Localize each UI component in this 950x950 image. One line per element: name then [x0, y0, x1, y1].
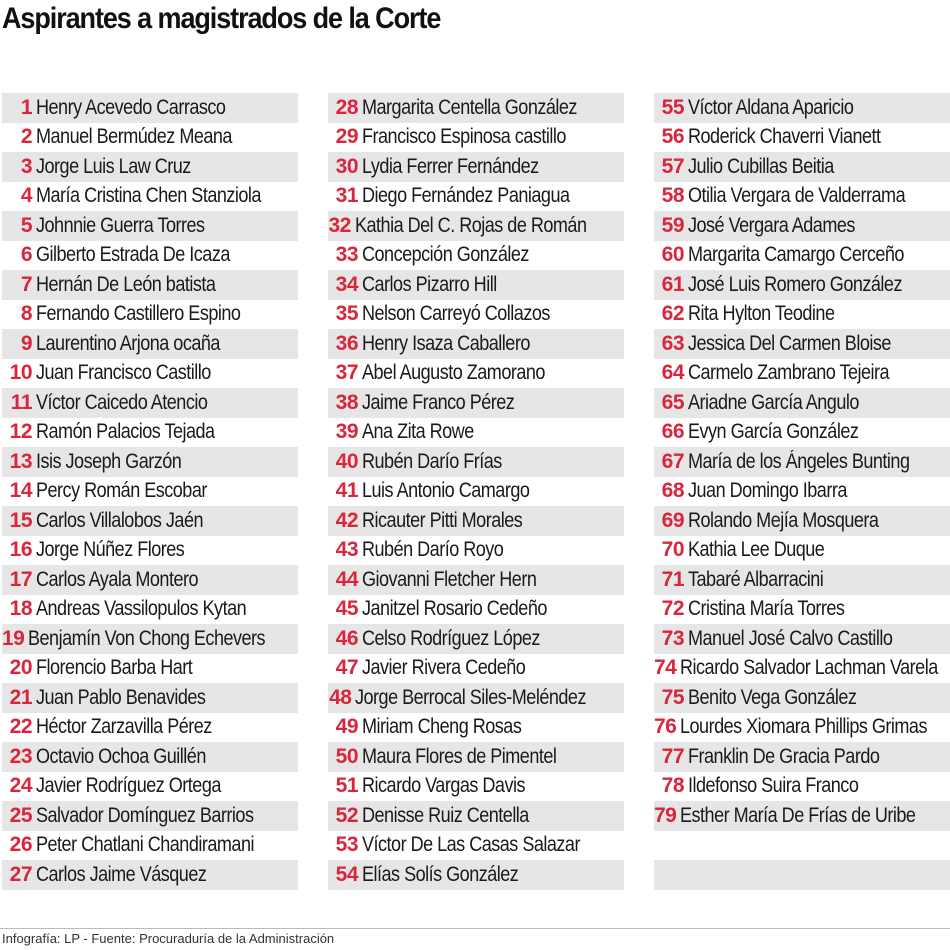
candidate-name: Johnnie Guerra Torres	[36, 213, 205, 237]
candidate-row	[328, 152, 624, 182]
candidate-row	[654, 447, 950, 477]
candidate-row	[2, 713, 298, 743]
candidate-row	[2, 359, 298, 389]
candidate-row	[328, 565, 624, 595]
candidate-number: 1	[20, 95, 32, 119]
candidate-row	[2, 801, 298, 831]
candidate-row	[2, 624, 298, 654]
candidate-number: 10	[9, 361, 32, 385]
candidate-number: 77	[661, 744, 684, 768]
candidate-number: 25	[9, 803, 32, 827]
candidate-number: 27	[9, 862, 32, 886]
candidate-number: 26	[9, 833, 32, 857]
candidate-row	[2, 300, 298, 330]
candidates-column-3	[654, 93, 950, 890]
candidate-row	[654, 270, 950, 300]
candidate-row	[654, 831, 950, 861]
candidate-name: Otilia Vergara de Valderrama	[688, 184, 906, 208]
candidate-row	[328, 418, 624, 448]
candidate-row	[2, 477, 298, 507]
candidate-name: Benjamín Von Chong Echevers	[28, 626, 266, 650]
candidate-name: Tabaré Albarracini	[688, 567, 824, 591]
candidate-number: 14	[9, 479, 32, 503]
candidate-name: Carlos Ayala Montero	[36, 567, 199, 591]
candidate-number: 41	[335, 479, 358, 503]
candidate-row	[654, 418, 950, 448]
candidate-row	[654, 595, 950, 625]
candidate-number: 48	[329, 685, 352, 709]
candidate-name: Lourdes Xiomara Phillips Grimas	[680, 715, 928, 739]
candidate-name: José Luis Romero González	[688, 272, 902, 296]
candidate-number: 32	[328, 213, 351, 237]
candidate-name: Luis Antonio Camargo	[362, 479, 530, 503]
candidate-number: 13	[9, 449, 32, 473]
candidate-row	[654, 211, 950, 241]
candidate-row	[328, 860, 624, 890]
candidate-row	[2, 772, 298, 802]
candidate-number: 16	[9, 538, 32, 562]
candidate-name: Víctor Caicedo Atencio	[36, 390, 208, 414]
candidate-number: 28	[335, 95, 358, 119]
candidate-row	[328, 595, 624, 625]
candidate-name: Ricauter Pitti Morales	[362, 508, 523, 532]
candidate-row	[328, 506, 624, 536]
candidate-row	[654, 565, 950, 595]
candidate-row	[654, 123, 950, 153]
candidate-number: 8	[20, 302, 32, 326]
candidate-row	[2, 123, 298, 153]
candidate-name: Fernando Castillero Espino	[36, 302, 241, 326]
candidate-row	[654, 388, 950, 418]
candidate-name: Julio Cubillas Beitia	[688, 154, 834, 178]
candidate-row	[654, 329, 950, 359]
candidate-name: Henry Acevedo Carrasco	[36, 95, 226, 119]
candidate-row	[328, 713, 624, 743]
candidate-row	[328, 93, 624, 123]
candidate-number: 21	[9, 685, 32, 709]
candidate-row	[654, 241, 950, 271]
candidate-number: 12	[9, 420, 32, 444]
candidate-number: 62	[661, 302, 684, 326]
candidate-row	[2, 182, 298, 212]
candidate-name: Jaime Franco Pérez	[362, 390, 515, 414]
candidate-row	[328, 536, 624, 566]
candidate-number: 4	[20, 184, 32, 208]
candidate-row	[2, 683, 298, 713]
candidate-number: 71	[661, 567, 684, 591]
candidate-row	[654, 801, 950, 831]
candidate-number: 15	[9, 508, 32, 532]
candidate-row	[328, 329, 624, 359]
candidate-number: 43	[335, 538, 358, 562]
candidate-name: Javier Rodríguez Ortega	[36, 774, 221, 798]
candidate-number: 54	[335, 862, 358, 886]
candidate-number: 34	[335, 272, 358, 296]
candidate-name: Ariadne García Angulo	[688, 390, 859, 414]
candidate-name: Ricardo Vargas Davis	[362, 774, 525, 798]
candidate-number: 78	[661, 774, 684, 798]
candidate-number: 19	[2, 626, 25, 650]
candidate-name: Laurentino Arjona ocaña	[36, 331, 220, 355]
candidate-name: Maura Flores de Pimentel	[362, 744, 557, 768]
candidate-number: 40	[335, 449, 358, 473]
candidate-number: 46	[335, 626, 358, 650]
candidate-row	[328, 742, 624, 772]
candidate-name: Margarita Camargo Cerceño	[688, 243, 904, 267]
candidates-column-2	[328, 93, 624, 890]
candidate-number: 65	[661, 390, 684, 414]
candidate-row	[2, 565, 298, 595]
candidate-number: 44	[335, 567, 358, 591]
candidate-name: Abel Augusto Zamorano	[362, 361, 545, 385]
candidate-name: María Cristina Chen Stanziola	[36, 184, 261, 208]
candidate-name: Carlos Villalobos Jaén	[36, 508, 204, 532]
candidate-row	[2, 506, 298, 536]
candidate-row	[328, 241, 624, 271]
candidate-row	[654, 359, 950, 389]
candidate-number: 67	[661, 449, 684, 473]
candidate-name: Rubén Darío Frías	[362, 449, 502, 473]
candidate-row	[2, 536, 298, 566]
candidate-row	[328, 447, 624, 477]
candidate-name: Percy Román Escobar	[36, 479, 207, 503]
candidate-number: 36	[335, 331, 358, 355]
candidate-number: 74	[654, 656, 677, 680]
candidate-row	[328, 477, 624, 507]
candidate-name: Janitzel Rosario Cedeño	[362, 597, 547, 621]
candidate-row	[2, 93, 298, 123]
candidate-name: Manuel Bermúdez Meana	[36, 125, 232, 149]
candidate-name: Octavio Ochoa Guillén	[36, 744, 206, 768]
candidate-number: 24	[9, 774, 32, 798]
candidate-number: 51	[335, 774, 358, 798]
candidate-row	[328, 270, 624, 300]
candidate-number: 31	[335, 184, 358, 208]
candidate-number: 68	[661, 479, 684, 503]
page-title: Aspirantes a magistrados de la Corte	[2, 2, 441, 35]
candidate-number: 30	[335, 154, 358, 178]
candidate-number: 69	[661, 508, 684, 532]
candidate-number: 35	[335, 302, 358, 326]
candidate-number: 61	[661, 272, 684, 296]
candidate-name: Isis Joseph Garzón	[36, 449, 182, 473]
candidate-row	[328, 211, 624, 241]
candidate-number: 76	[654, 715, 677, 739]
candidate-row	[328, 831, 624, 861]
candidate-row	[654, 477, 950, 507]
candidate-name: Carmelo Zambrano Tejeira	[688, 361, 890, 385]
candidate-name: Jorge Luis Law Cruz	[36, 154, 191, 178]
candidate-row	[2, 270, 298, 300]
candidate-number: 37	[335, 361, 358, 385]
candidate-name: José Vergara Adames	[688, 213, 855, 237]
candidate-row	[2, 241, 298, 271]
candidate-number: 33	[335, 243, 358, 267]
candidate-number: 11	[10, 390, 32, 414]
candidate-row	[654, 506, 950, 536]
candidate-row	[654, 300, 950, 330]
candidate-row	[654, 152, 950, 182]
candidate-name: Juan Francisco Castillo	[36, 361, 211, 385]
candidate-name: Celso Rodríguez López	[362, 626, 540, 650]
candidate-number: 42	[335, 508, 358, 532]
candidate-number: 60	[661, 243, 684, 267]
candidate-name: Héctor Zarzavilla Pérez	[36, 715, 212, 739]
candidate-row	[328, 123, 624, 153]
candidate-number: 17	[9, 567, 32, 591]
candidate-number: 22	[9, 715, 32, 739]
candidate-number: 52	[335, 803, 358, 827]
candidate-name: Concepción González	[362, 243, 529, 267]
candidate-number: 55	[661, 95, 684, 119]
candidate-number: 29	[335, 125, 358, 149]
candidate-row	[2, 654, 298, 684]
candidate-row	[654, 713, 950, 743]
candidate-name: Manuel José Calvo Castillo	[688, 626, 893, 650]
candidate-number: 50	[335, 744, 358, 768]
candidate-name: Ricardo Salvador Lachman Varela	[680, 656, 939, 680]
candidate-name: Miriam Cheng Rosas	[362, 715, 522, 739]
candidate-name: María de los Ángeles Bunting	[688, 449, 910, 473]
candidate-name: Giovanni Fletcher Hern	[362, 567, 537, 591]
candidate-name: Víctor De Las Casas Salazar	[362, 833, 580, 857]
candidate-name: Henry Isaza Caballero	[362, 331, 530, 355]
candidate-row	[328, 683, 624, 713]
candidate-row	[2, 211, 298, 241]
candidate-name: Jessica Del Carmen Bloise	[688, 331, 891, 355]
candidate-number: 72	[661, 597, 684, 621]
candidate-name: Franklin De Gracia Pardo	[688, 744, 880, 768]
candidate-name: Gilberto Estrada De Icaza	[36, 243, 230, 267]
candidate-row	[654, 772, 950, 802]
candidate-name: Jorge Núñez Flores	[36, 538, 185, 562]
candidate-name: Denisse Ruiz Centella	[362, 803, 529, 827]
candidate-name: Jorge Berrocal Siles-Meléndez	[355, 685, 587, 709]
candidate-name: Ramón Palacios Tejada	[36, 420, 215, 444]
candidate-name: Evyn García González	[688, 420, 859, 444]
candidate-row	[2, 418, 298, 448]
candidate-name: Nelson Carreyó Collazos	[362, 302, 550, 326]
candidate-row	[654, 654, 950, 684]
candidate-row	[328, 654, 624, 684]
candidate-name: Roderick Chaverri Vianett	[688, 125, 881, 149]
candidate-number: 63	[661, 331, 684, 355]
candidate-number: 73	[661, 626, 684, 650]
candidate-name: Andreas Vassilopulos Kytan	[36, 597, 247, 621]
candidate-name: Juan Domingo Ibarra	[688, 479, 847, 503]
candidate-name: Florencio Barba Hart	[36, 656, 193, 680]
candidate-number: 64	[661, 361, 684, 385]
candidate-number: 23	[9, 744, 32, 768]
candidate-row	[2, 152, 298, 182]
footer-divider	[0, 928, 950, 929]
candidate-number: 47	[335, 656, 358, 680]
candidate-number: 49	[335, 715, 358, 739]
candidate-number: 7	[20, 272, 32, 296]
candidate-row	[2, 860, 298, 890]
candidate-number: 59	[661, 213, 684, 237]
candidate-row	[654, 536, 950, 566]
candidate-number: 45	[335, 597, 358, 621]
candidate-number: 6	[20, 243, 32, 267]
candidates-column-1	[2, 93, 298, 890]
candidate-row	[654, 742, 950, 772]
candidate-name: Ildefonso Suira Franco	[688, 774, 859, 798]
candidate-name: Carlos Jaime Vásquez	[36, 862, 207, 886]
candidate-row	[328, 182, 624, 212]
candidate-number: 5	[20, 213, 32, 237]
candidate-number: 58	[661, 184, 684, 208]
candidate-name: Ana Zita Rowe	[362, 420, 474, 444]
candidate-number: 3	[20, 154, 32, 178]
candidate-number: 66	[661, 420, 684, 444]
candidate-name: Javier Rivera Cedeño	[362, 656, 526, 680]
candidate-row	[654, 683, 950, 713]
candidate-row	[328, 388, 624, 418]
candidate-number: 2	[20, 125, 32, 149]
candidate-name: Esther María De Frías de Uribe	[680, 803, 916, 827]
candidate-name: Lydia Ferrer Fernández	[362, 154, 539, 178]
candidate-name: Elías Solís González	[362, 862, 519, 886]
candidate-row	[2, 742, 298, 772]
candidate-name: Rolando Mejía Mosquera	[688, 508, 879, 532]
candidate-row	[2, 447, 298, 477]
candidate-row	[328, 772, 624, 802]
candidate-row	[328, 300, 624, 330]
candidate-row	[2, 831, 298, 861]
candidate-row	[328, 801, 624, 831]
candidate-row	[2, 329, 298, 359]
candidate-name: Francisco Espinosa castillo	[362, 125, 566, 149]
candidate-row	[328, 359, 624, 389]
source-credit: Infografía: LP - Fuente: Procuraduría de la Administración	[2, 931, 335, 946]
candidate-name: Margarita Centella González	[362, 95, 577, 119]
candidate-number: 79	[654, 803, 677, 827]
candidate-row	[328, 624, 624, 654]
candidate-name: Rita Hylton Teodine	[688, 302, 835, 326]
candidate-name: Juan Pablo Benavides	[36, 685, 206, 709]
candidate-row	[2, 388, 298, 418]
candidate-number: 75	[661, 685, 684, 709]
candidate-name: Benito Vega González	[688, 685, 857, 709]
candidate-name: Diego Fernández Paniagua	[362, 184, 570, 208]
candidate-number: 38	[335, 390, 358, 414]
candidate-name: Carlos Pizarro Hill	[362, 272, 497, 296]
candidate-number: 20	[9, 656, 32, 680]
candidate-name: Rubén Darío Royo	[362, 538, 504, 562]
candidate-name: Salvador Domínguez Barrios	[36, 803, 254, 827]
candidate-row	[654, 624, 950, 654]
candidate-name: Hernán De León batista	[36, 272, 216, 296]
candidate-number: 39	[335, 420, 358, 444]
candidate-number: 56	[661, 125, 684, 149]
candidate-name: Kathia Del C. Rojas de Román	[354, 213, 587, 237]
candidate-number: 9	[20, 331, 32, 355]
candidate-name: Kathia Lee Duque	[688, 538, 825, 562]
candidate-row	[654, 93, 950, 123]
candidate-number: 70	[661, 538, 684, 562]
candidate-row	[654, 182, 950, 212]
candidate-number: 53	[335, 833, 358, 857]
candidate-row	[2, 595, 298, 625]
candidate-name: Cristina María Torres	[688, 597, 845, 621]
candidate-number: 18	[9, 597, 32, 621]
candidate-name: Peter Chatlani Chandiramani	[36, 833, 254, 857]
candidate-number: 57	[661, 154, 684, 178]
candidate-name: Víctor Aldana Aparicio	[688, 95, 854, 119]
candidate-row	[654, 860, 950, 890]
